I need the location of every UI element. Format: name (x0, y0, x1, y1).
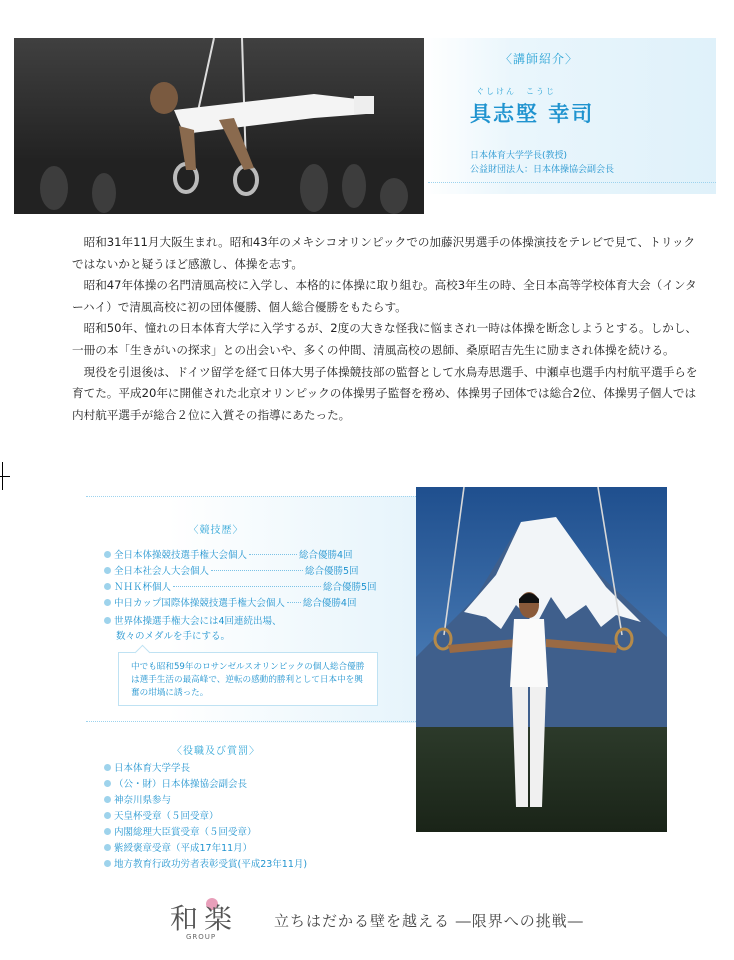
bullet-icon (104, 828, 111, 835)
award-item: （公・財）日本体操協会副会長 (104, 776, 247, 790)
name-ruby-reading: ぐしけん こうじ (476, 87, 556, 96)
bullet-icon (104, 567, 111, 574)
dotted-divider (86, 721, 416, 722)
instructor-name: 具志堅 幸司 (470, 102, 595, 126)
career-section-title: 〈競技歴〉 (188, 525, 244, 536)
career-world-line-2: 数々のメダルを手にする。 (116, 631, 231, 642)
logo-char-raku: 楽 (204, 902, 233, 935)
bullet-icon (104, 617, 111, 624)
career-world-line-1: 世界体操選手権大会には4回連続出場、 (104, 613, 282, 627)
instructor-role-2: 公益財団法人：日本体操協会副会長 (470, 165, 615, 175)
bullet-icon (104, 796, 111, 803)
bullet-icon (104, 844, 111, 851)
career-record: 全日本体操競技選手権大会個人 総合優勝4回 (104, 547, 353, 561)
awards-section-title: 〈役職及び賞罰〉 (172, 746, 260, 757)
photo-gymnast-mt-fuji (416, 487, 667, 832)
footer-tagline: 立ちはだかる壁を越える ―限界への挑戦― (274, 912, 584, 930)
top-photo-rings-gymnast (14, 38, 424, 214)
award-item: 地方教育行政功労者表彰受賞(平成23年11月) (104, 856, 307, 870)
bullet-icon (104, 583, 111, 590)
bullet-icon (104, 780, 111, 787)
award-item: 神奈川県参与 (104, 792, 171, 806)
career-record: ＮＨＫ杯個人 総合優勝5回 (104, 579, 377, 593)
award-item: 内閣総理大臣賞受章（５回受章） (104, 824, 257, 838)
award-item: 日本体育大学学長 (104, 760, 190, 774)
career-record: 全日本社会人大会個人 総合優勝5回 (104, 563, 359, 577)
crop-mark (0, 476, 10, 477)
bio-paragraph-2: 昭和47年体操の名門清風高校に入学し、本格的に体操に取り組む。高校3年生の時、全日本高等学校体育大会（インターハイ）で清風高校に初の団体優勝、個人総合優勝をもたらす。 (72, 278, 697, 314)
logo-group-text: GROUP (186, 933, 217, 941)
bio-paragraph-4: 現役を引退後は、ドイツ留学を経て日体大男子体操競技部の監督として水鳥寿思選手、中瀬卓也選手内村航平選手らを育てた。平成20年に開催された北京オリンピックの体操男子監督を務め、体操男子団体では総合2位、体操男子個人では内村航平選手が総合２位に入賞その指導にあたった。 (72, 364, 698, 422)
instructor-role-1: 日本体育大学学長(教授) (470, 151, 568, 161)
olympic-note-box (118, 652, 378, 706)
bullet-icon (104, 551, 111, 558)
dotted-divider (428, 182, 716, 183)
award-item: 紫綬褒章受章（平成17年11月） (104, 840, 252, 854)
olympic-note-text: 中でも昭和59年のロサンゼルスオリンピックの個人総合優勝は選手生活の最高峰で、逆転の感動的勝利として日本中を興奮の坩堝に誘った。 (131, 662, 365, 698)
bullet-icon (104, 764, 111, 771)
biography-text (72, 232, 706, 426)
bullet-icon (104, 860, 111, 867)
instructor-section-title: 〈講師紹介〉 (499, 52, 578, 66)
bio-paragraph-3: 昭和50年、憧れの日本体育大学に入学するが、2度の大きな怪我に悩まされ一時は体操を断念しようとする。しかし、一冊の本「生きがいの探求」との出会いや、多くの仲間、清風高校の恩師、桑原昭吉先生に励まされ体操を続ける。 (72, 321, 698, 357)
bio-paragraph-1: 昭和31年11月大阪生まれ。昭和43年のメキシコオリンピックでの加藤沢男選手の体操演技をテレビで見て、トリックではないかと疑うほど感激し、体操を志す。 (72, 235, 696, 271)
award-item: 天皇杯受章（５回受章） (104, 808, 219, 822)
bullet-icon (104, 599, 111, 606)
bullet-icon (104, 812, 111, 819)
logo-char-wa: 和 (170, 902, 199, 935)
career-record: 中日カップ国際体操競技選手権大会個人 総合優勝4回 (104, 595, 356, 609)
